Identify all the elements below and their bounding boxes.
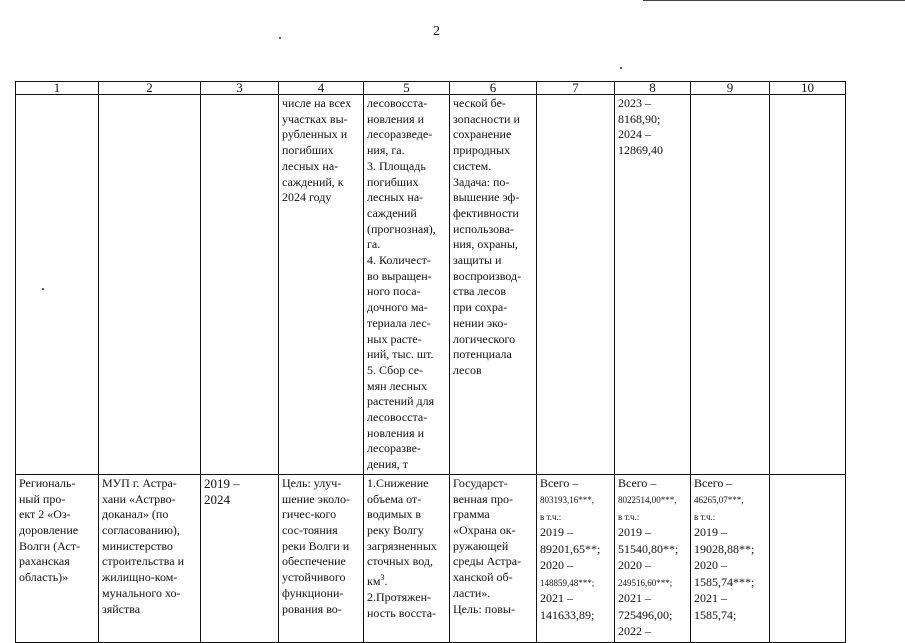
cell-line: среды Астра- xyxy=(453,554,522,569)
cell-line: 2024 xyxy=(204,491,230,507)
money-line: 1585,74***; xyxy=(694,574,755,589)
cell-line: функциони- xyxy=(282,585,344,600)
cell-line: ческой бе- xyxy=(453,96,506,110)
cell-line: строительства и xyxy=(102,554,184,569)
money-line: в т.ч.: xyxy=(618,511,640,522)
cell-line: 2019 – xyxy=(204,475,240,491)
cell-line: лесовосста- xyxy=(367,96,428,110)
cell-line: участках вы- xyxy=(282,111,348,126)
cell-line: новления и xyxy=(367,425,425,440)
cell-line: сохранение xyxy=(453,127,512,142)
money-line: 51540,80**; xyxy=(618,541,679,556)
cell-line: лесовосста- xyxy=(367,410,428,425)
col-header-7: 7 xyxy=(537,82,615,95)
cell-line: дения, т xyxy=(367,457,409,472)
col-header-5: 5 xyxy=(364,82,450,95)
page-number: 2 xyxy=(433,24,440,39)
cell-line: устойчивого xyxy=(282,570,346,585)
cell-line: новления и xyxy=(367,111,425,126)
money-line: 803193,16***, xyxy=(540,495,594,506)
cell-line: грамма xyxy=(453,507,490,522)
cell-line: МУП г. Астра- xyxy=(102,475,177,490)
cell-line: жилищно-ком- xyxy=(102,570,178,585)
money-line: 2021 – xyxy=(618,591,651,606)
money-line: 2020 – xyxy=(618,558,651,573)
cell-line: природных xyxy=(453,143,511,158)
cell-line: сточных вод, xyxy=(367,554,433,569)
money-line: 89201,65**; xyxy=(540,541,601,556)
cell-r2-c10 xyxy=(770,474,846,642)
cell-line: фективности xyxy=(453,205,519,220)
cell-line: 5. Сбор се- xyxy=(367,362,424,377)
cell-line: 2023 – xyxy=(618,96,651,110)
cell-line: лесоразве- xyxy=(367,441,421,456)
money-line: в т.ч.: xyxy=(540,511,562,522)
cell-line: 8168,90; xyxy=(618,111,661,126)
cell-line: мян лесных xyxy=(367,378,427,393)
cell-line: зяйства xyxy=(102,601,141,616)
cell-line: саждений, к xyxy=(282,174,344,189)
cell-line: «Охрана ок- xyxy=(453,522,516,537)
money-line: 19028,88**; xyxy=(694,541,755,556)
cell-line: зопасности и xyxy=(453,111,520,126)
unit-superscript: 3 xyxy=(380,573,385,583)
cell-line: раханская xyxy=(19,554,70,569)
cell-line: министерство xyxy=(102,538,173,553)
cell-line: рубленных и xyxy=(282,127,348,142)
cell-line: использова- xyxy=(453,221,514,236)
cell-line: лесоразведе- xyxy=(367,127,433,142)
cell-line: ства лесов xyxy=(453,284,507,299)
table-row xyxy=(16,474,846,642)
money-line: 148859,48***; xyxy=(540,577,595,588)
money-line: Всего – xyxy=(694,475,733,490)
cell-r1-c7 xyxy=(537,95,615,475)
cell-line: реку Волгу xyxy=(367,522,424,537)
cell-line: ных расте- xyxy=(367,331,422,346)
cell-line: защиты и xyxy=(453,253,502,268)
cell-line: систем. xyxy=(453,158,492,173)
cell-line: териала лес- xyxy=(367,315,431,330)
money-line: 2020 – xyxy=(540,558,573,573)
cell-line: (прогнозная), xyxy=(367,221,436,236)
cell-r1-c3 xyxy=(201,95,279,475)
cell-line: лесных на- xyxy=(282,158,339,173)
cell-line: ного поса- xyxy=(367,284,421,299)
cell-line: 2024 году xyxy=(282,190,332,205)
money-line: Всего – xyxy=(540,475,579,490)
cell-line: хани «Астрво- xyxy=(102,491,176,506)
cell-r2-c4 xyxy=(279,474,364,642)
money-line: 2020 – xyxy=(694,558,727,573)
cell-r1-c5 xyxy=(364,95,450,475)
money-line: 2019 – xyxy=(540,525,573,540)
cell-line: лесов xyxy=(453,362,482,377)
cell-line: ласти». xyxy=(453,585,491,600)
cell-r2-c2 xyxy=(99,474,201,642)
col-header-9: 9 xyxy=(691,82,770,95)
cell-r1-c10 xyxy=(770,95,846,475)
cell-line: объема от- xyxy=(367,491,422,506)
cell-line: 2.Протяжен- xyxy=(367,589,431,604)
cell-line: обеспечение xyxy=(282,554,346,569)
cell-line: сос-тояния xyxy=(282,522,338,537)
cell-line: дочного ма- xyxy=(367,300,428,315)
cell-line: 12869,40 xyxy=(618,143,663,158)
col-header-2: 2 xyxy=(99,82,201,95)
money-line: Всего – xyxy=(618,475,657,490)
cell-line-unit: $км^3$. xyxy=(367,573,388,589)
cell-line: погибших xyxy=(282,143,334,158)
money-line: 2021 – xyxy=(694,591,727,606)
cell-line: воспроизвод- xyxy=(453,268,522,283)
cell-line: венная про- xyxy=(453,491,514,506)
cell-line: Региональ- xyxy=(19,475,76,490)
scan-speck xyxy=(279,37,281,39)
money-line: 2021 – xyxy=(540,591,573,606)
money-line: 8022514,00***, xyxy=(618,495,677,506)
cell-line: ния, охраны, xyxy=(453,237,518,252)
cell-line: рования во- xyxy=(282,601,342,616)
col-header-1: 1 xyxy=(16,82,99,95)
table-row xyxy=(16,95,846,475)
col-header-3: 3 xyxy=(201,82,279,95)
cell-r1-c1 xyxy=(16,95,99,475)
cell-line: ния, га. xyxy=(367,143,405,158)
cell-r2-c9 xyxy=(691,474,770,642)
cell-line: ханской об- xyxy=(453,570,513,585)
cell-line: лесных на- xyxy=(367,190,424,205)
cell-r1-c9 xyxy=(691,95,770,475)
cell-line: Волги (Аст- xyxy=(19,538,81,553)
money-line: 2019 – xyxy=(694,525,727,540)
cell-line: ность восста- xyxy=(367,605,437,620)
cell-line: загрязненных xyxy=(367,538,437,553)
money-line: 46265,07***, xyxy=(694,495,744,506)
cell-r2-c7 xyxy=(537,474,615,642)
cell-r2-c6 xyxy=(450,474,537,642)
money-line: 249516,60***; xyxy=(618,577,673,588)
cell-line: потенциала xyxy=(453,347,512,362)
cell-line: 1.Снижение xyxy=(367,475,429,490)
header-row xyxy=(16,82,846,95)
scan-speck xyxy=(620,67,622,69)
money-line: 2019 – xyxy=(618,525,651,540)
cell-line: ружающей xyxy=(453,538,509,553)
cell-line: 3. Площадь xyxy=(367,158,426,173)
cell-line: 4. Количест- xyxy=(367,253,431,268)
cell-r2-c1 xyxy=(16,474,99,642)
cell-line: согласованию), xyxy=(102,522,180,537)
cell-line: Цель: улуч- xyxy=(282,475,342,490)
cell-line: Цель: повы- xyxy=(453,601,515,616)
cell-line: га. xyxy=(367,237,381,252)
cell-line: саждений xyxy=(367,205,417,220)
cell-line: погибших xyxy=(367,174,419,189)
cell-r1-c8 xyxy=(615,95,691,475)
cell-line: гичес-кого xyxy=(282,507,337,522)
cell-line: нении эко- xyxy=(453,315,508,330)
top-rule xyxy=(643,0,905,1)
cell-line: ект 2 «Оз- xyxy=(19,507,71,522)
col-header-4: 4 xyxy=(279,82,364,95)
money-line: в т.ч.: xyxy=(694,511,716,522)
cell-line: реки Волги и xyxy=(282,538,350,553)
cell-line: во выращен- xyxy=(367,268,432,283)
col-header-6: 6 xyxy=(450,82,537,95)
cell-line: числе на всех xyxy=(282,96,352,110)
cell-r2-c8 xyxy=(615,474,691,642)
money-line: 141633,89; xyxy=(540,607,595,622)
cell-line: логического xyxy=(453,331,516,346)
cell-line: Задача: по- xyxy=(453,174,510,189)
cell-line: мунального хо- xyxy=(102,585,181,600)
cell-r2-c3 xyxy=(201,474,279,642)
unit-text: км xyxy=(367,574,381,589)
cell-r1-c6 xyxy=(450,95,537,475)
cell-r2-c5 xyxy=(364,474,450,642)
cell-line: доровление xyxy=(19,522,79,537)
cell-r1-c2 xyxy=(99,95,201,475)
cell-line: ний, тыс. шт. xyxy=(367,347,434,362)
cell-line: шение эколо- xyxy=(282,491,350,506)
program-table xyxy=(15,81,846,643)
cell-r1-c4 xyxy=(279,95,364,475)
cell-line: 2024 – xyxy=(618,127,651,142)
cell-line: растений для xyxy=(367,394,435,409)
col-header-8: 8 xyxy=(615,82,691,95)
cell-line: вышение эф- xyxy=(453,190,520,205)
col-header-10: 10 xyxy=(770,82,846,95)
cell-line: ный про- xyxy=(19,491,66,506)
cell-line: при сохра- xyxy=(453,300,508,315)
money-line: 725496,00; xyxy=(618,607,673,622)
cell-line: область)» xyxy=(19,570,69,585)
cell-line: водимых в xyxy=(367,507,422,522)
money-line: 2022 – xyxy=(618,624,651,639)
cell-line: доканал» (по xyxy=(102,507,169,522)
money-line: 1585,74; xyxy=(694,607,737,622)
cell-line: Государст- xyxy=(453,475,508,490)
